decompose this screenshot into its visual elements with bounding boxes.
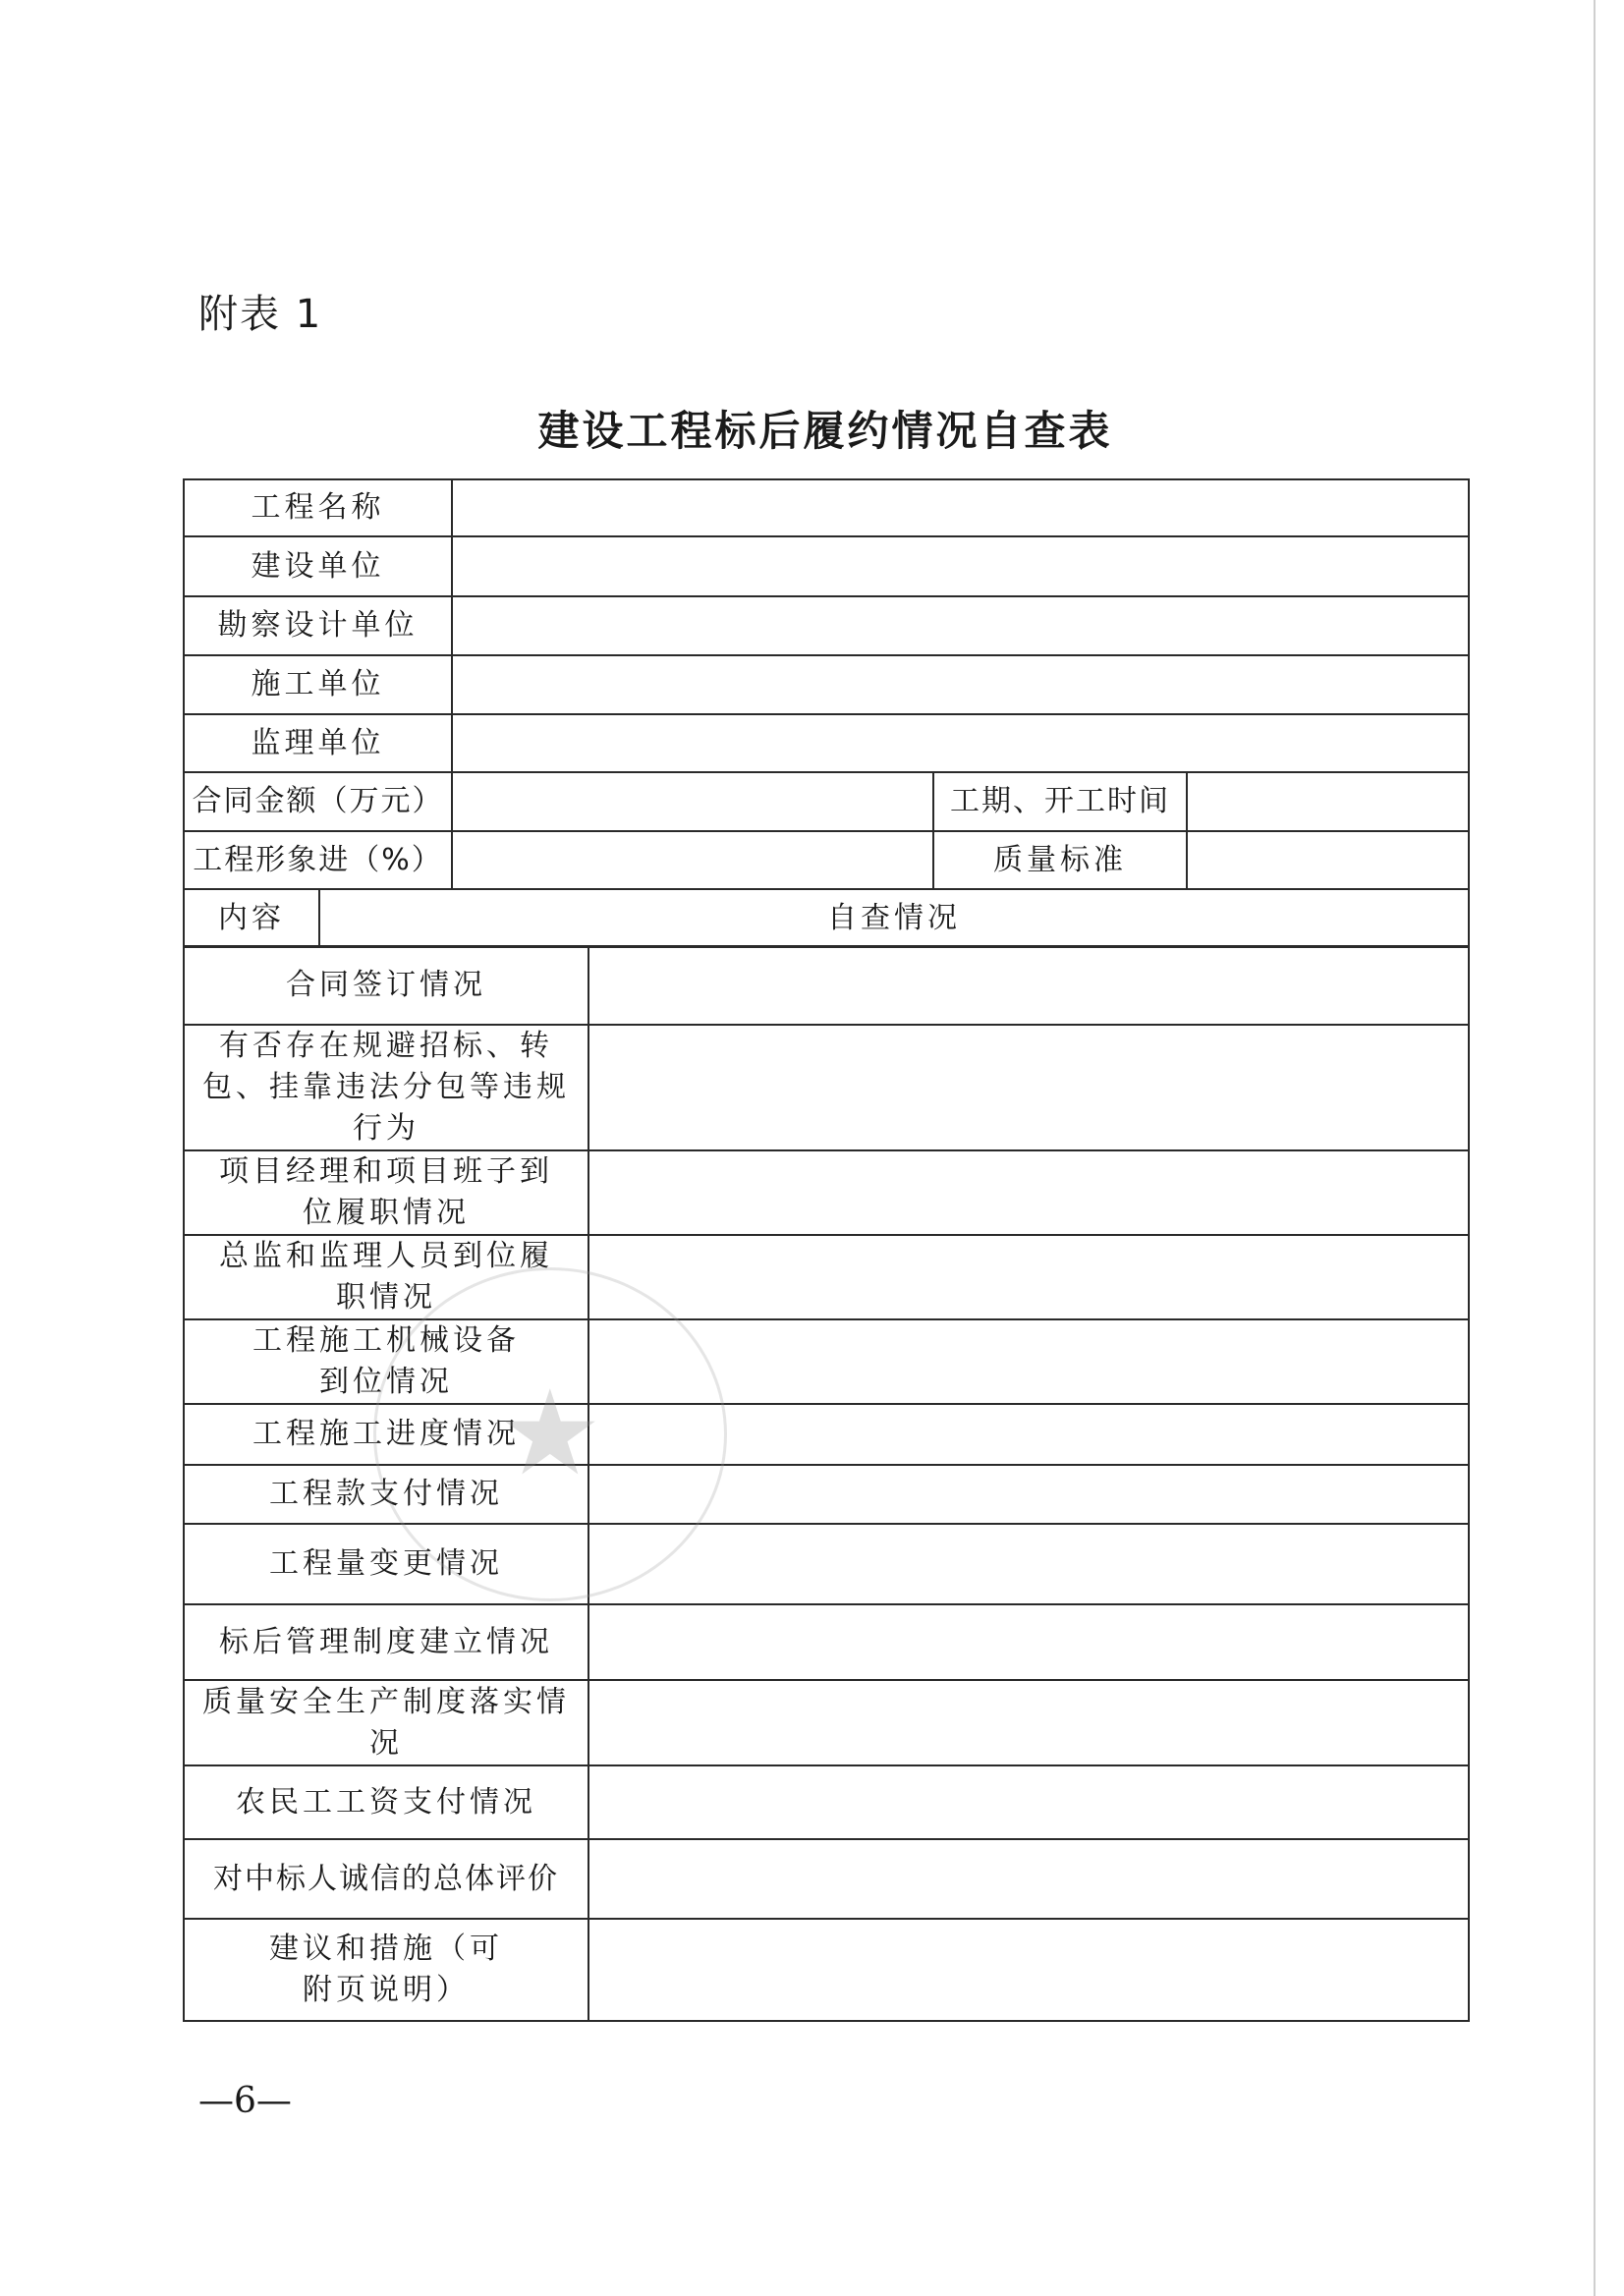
item-value-cell[interactable]	[588, 1524, 1469, 1604]
appendix-label: 附表 1	[198, 292, 323, 337]
item-label: 总监和监理人员到位履职情况	[184, 1235, 588, 1319]
table-row	[184, 1025, 1469, 1150]
table-row	[184, 1319, 1469, 1404]
item-value-cell[interactable]	[588, 1025, 1469, 1150]
item-label: 工程施工机械设备到位情况	[184, 1319, 588, 1404]
item-value-cell[interactable]	[588, 1604, 1469, 1680]
item-label: 对中标人诚信的总体评价	[184, 1839, 588, 1919]
item-value-cell[interactable]	[588, 1680, 1469, 1765]
item-label: 项目经理和项目班子到位履职情况	[184, 1150, 588, 1235]
seal-star-icon: ★	[497, 1366, 603, 1502]
page-number: —6—	[198, 2081, 292, 2121]
header-self-check: 自查情况	[319, 889, 1469, 947]
row-label: 质量标准	[933, 831, 1187, 889]
item-value-cell[interactable]	[588, 1839, 1469, 1919]
table-row	[184, 479, 1469, 536]
row-label: 监理单位	[184, 714, 452, 772]
table-row	[184, 1604, 1469, 1680]
table-row	[184, 1524, 1469, 1604]
row-label: 勘察设计单位	[184, 596, 452, 655]
row-label: 合同金额（万元）	[184, 772, 452, 831]
item-label: 工程量变更情况	[184, 1524, 588, 1604]
item-label: 农民工工资支付情况	[184, 1765, 588, 1839]
table-row	[184, 1465, 1469, 1524]
table-row	[184, 1839, 1469, 1919]
item-label: 标后管理制度建立情况	[184, 1604, 588, 1680]
item-value-cell[interactable]	[588, 1235, 1469, 1319]
row-label: 工程形象进（%）	[184, 831, 452, 889]
value-cell[interactable]	[452, 831, 933, 889]
value-cell[interactable]	[452, 596, 1469, 655]
value-cell[interactable]	[452, 655, 1469, 714]
table-row	[184, 1235, 1469, 1319]
header-content: 内容	[184, 889, 319, 947]
item-label: 工程施工进度情况	[184, 1404, 588, 1465]
table-row	[184, 772, 1469, 831]
value-cell[interactable]	[452, 714, 1469, 772]
item-label: 合同签订情况	[184, 946, 588, 1025]
item-value-cell[interactable]	[588, 946, 1469, 1025]
item-label: 建议和措施（可附页说明）	[184, 1919, 588, 2021]
item-label: 质量安全生产制度落实情况	[184, 1680, 588, 1765]
table-row	[184, 536, 1469, 596]
page-edge-line	[1594, 0, 1596, 2296]
self-check-table	[183, 478, 1470, 948]
table-row	[184, 1765, 1469, 1839]
value-cell[interactable]	[1187, 831, 1469, 889]
document-title: 建设工程标后履约情况自查表	[537, 407, 1113, 455]
item-value-cell[interactable]	[588, 1765, 1469, 1839]
table-row	[184, 1150, 1469, 1235]
table-header-row	[184, 889, 1469, 947]
value-cell[interactable]	[1187, 772, 1469, 831]
table-row	[184, 655, 1469, 714]
value-cell[interactable]	[452, 536, 1469, 596]
value-cell[interactable]	[452, 772, 933, 831]
row-label: 建设单位	[184, 536, 452, 596]
row-label: 工程名称	[184, 479, 452, 536]
item-value-cell[interactable]	[588, 1919, 1469, 2021]
table-row	[184, 946, 1469, 1025]
value-cell[interactable]	[452, 479, 1469, 536]
check-items-table	[183, 945, 1470, 2022]
row-label: 施工单位	[184, 655, 452, 714]
table-row	[184, 596, 1469, 655]
table-row	[184, 1680, 1469, 1765]
table-row	[184, 831, 1469, 889]
item-label: 工程款支付情况	[184, 1465, 588, 1524]
item-value-cell[interactable]	[588, 1150, 1469, 1235]
table-row	[184, 1919, 1469, 2021]
table-row	[184, 714, 1469, 772]
row-label: 工期、开工时间	[933, 772, 1187, 831]
item-label: 有否存在规避招标、转包、挂靠违法分包等违规行为	[184, 1025, 588, 1150]
